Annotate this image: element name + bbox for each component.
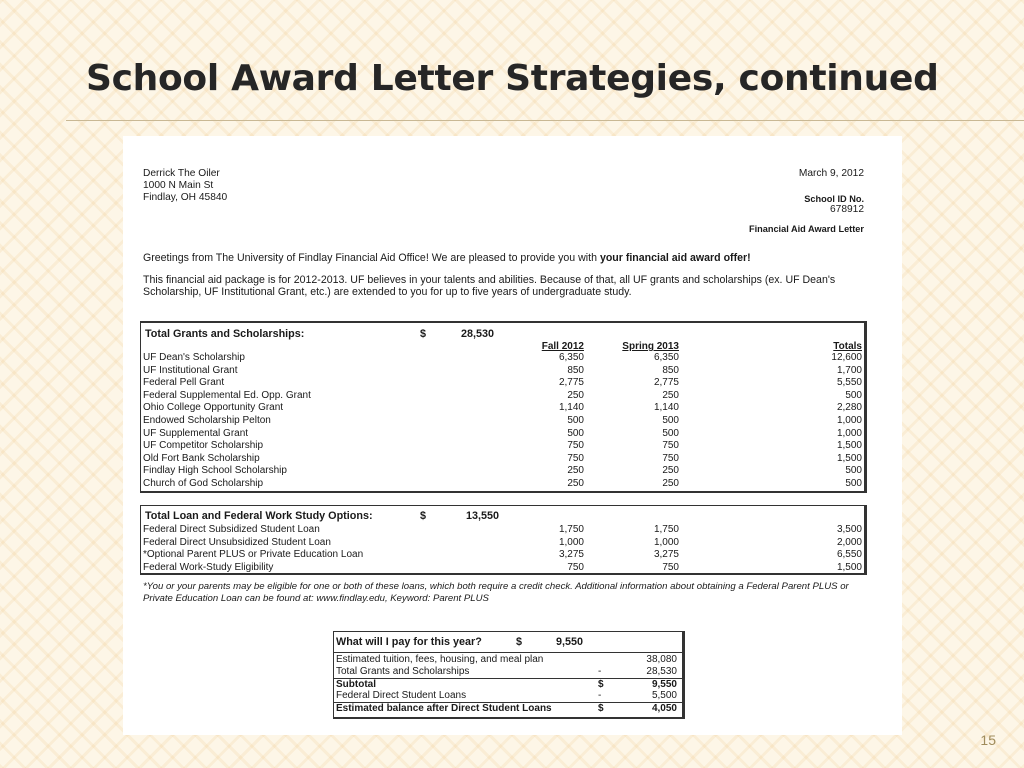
row-fall: 1,140 bbox=[558, 402, 584, 414]
row-name: UF Dean's Scholarship bbox=[143, 352, 245, 363]
loans-total: 13,550 bbox=[466, 510, 500, 522]
row-spring: 750 bbox=[662, 440, 679, 452]
summary-total: 9,550 bbox=[556, 636, 584, 648]
table-row bbox=[141, 549, 864, 562]
row-spring: 3,275 bbox=[653, 549, 679, 561]
col-fall-header: Fall 2012 bbox=[541, 341, 584, 352]
row-total: 1,500 bbox=[836, 452, 862, 464]
address-line-1: Derrick The Oiler bbox=[143, 168, 220, 179]
table-row bbox=[141, 402, 864, 415]
row-fall: 6,350 bbox=[558, 352, 584, 363]
grants-total: 28,530 bbox=[461, 328, 495, 340]
letter-date: March 9, 2012 bbox=[798, 168, 864, 179]
greeting-text: Greetings from The University of Findlay Financial Aid Office! We are pleased to provide you with bbox=[143, 252, 600, 264]
row-spring: 250 bbox=[662, 478, 679, 489]
row-fall: 250 bbox=[567, 389, 584, 401]
row-total: 2,000 bbox=[836, 536, 862, 548]
row-spring: 750 bbox=[662, 561, 679, 573]
row-name: Endowed Scholarship Pelton bbox=[143, 415, 271, 426]
page-number: 15 bbox=[980, 732, 996, 748]
award-letter-image bbox=[123, 136, 902, 735]
summary-row bbox=[334, 654, 682, 667]
school-id-label: School ID No. bbox=[804, 194, 864, 204]
row-spring: 850 bbox=[662, 364, 679, 376]
summary-row-name: Estimated balance after Direct Student Loans bbox=[336, 703, 552, 714]
cost-summary-table bbox=[333, 631, 685, 719]
table-row bbox=[141, 478, 864, 491]
row-fall: 750 bbox=[567, 561, 584, 573]
slide-title: School Award Letter Strategies, continued bbox=[86, 58, 939, 99]
summary-row bbox=[334, 702, 682, 715]
table-row bbox=[141, 415, 864, 428]
summary-row-name: Subtotal bbox=[336, 679, 376, 690]
table-row bbox=[141, 377, 864, 390]
row-name: Old Fort Bank Scholarship bbox=[143, 452, 260, 464]
row-fall: 250 bbox=[567, 465, 584, 477]
row-fall: 500 bbox=[567, 415, 584, 426]
address-line-2: 1000 N Main St bbox=[143, 180, 214, 191]
row-spring: 750 bbox=[662, 452, 679, 464]
row-spring: 1,000 bbox=[653, 536, 679, 548]
summary-row-sign: - bbox=[598, 666, 602, 677]
row-total: 1,700 bbox=[836, 364, 862, 376]
summary-heading: What will I pay for this year? bbox=[336, 636, 482, 648]
row-spring: 250 bbox=[662, 465, 679, 477]
table-row bbox=[141, 352, 864, 365]
table-row bbox=[141, 537, 864, 550]
summary-row-value: 38,080 bbox=[646, 654, 677, 665]
grants-heading: Total Grants and Scholarships: bbox=[145, 328, 305, 340]
summary-row bbox=[334, 678, 682, 691]
row-name: Ohio College Opportunity Grant bbox=[143, 402, 284, 414]
row-name: Church of God Scholarship bbox=[143, 478, 264, 489]
row-total: 500 bbox=[845, 478, 862, 489]
row-total: 2,280 bbox=[836, 402, 862, 414]
title-divider bbox=[66, 120, 1024, 121]
greeting bbox=[143, 252, 751, 264]
school-id-value: 678912 bbox=[830, 204, 864, 215]
row-spring: 2,775 bbox=[653, 377, 679, 389]
row-spring: 500 bbox=[662, 427, 679, 439]
summary-row-value: 28,530 bbox=[646, 666, 677, 677]
row-name: UF Institutional Grant bbox=[143, 364, 238, 376]
summary-row-value: 4,050 bbox=[651, 703, 677, 714]
row-total: 1,500 bbox=[836, 561, 862, 573]
row-fall: 2,775 bbox=[558, 377, 584, 389]
table-row bbox=[141, 390, 864, 403]
row-fall: 1,750 bbox=[558, 524, 584, 535]
row-total: 500 bbox=[845, 389, 862, 401]
row-name: *Optional Parent PLUS or Private Education Loan bbox=[143, 549, 364, 561]
grants-table bbox=[140, 321, 867, 493]
summary-row-name: Federal Direct Student Loans bbox=[336, 690, 467, 701]
row-fall: 250 bbox=[567, 478, 584, 489]
loan-footnote: *You or your parents may be eligible for one or both of these loans, which both require a credit check. Additional information about obtaining a Federal Parent PLUS or Private Education Loan can be found at: www.findlay.edu, Keyword: Parent PLUS bbox=[143, 581, 849, 605]
row-spring: 500 bbox=[662, 415, 679, 426]
summary-row-name: Total Grants and Scholarships bbox=[336, 666, 470, 677]
row-fall: 750 bbox=[567, 440, 584, 452]
address-line-3: Findlay, OH 45840 bbox=[143, 192, 228, 203]
table-row bbox=[141, 428, 864, 441]
row-total: 3,500 bbox=[836, 524, 862, 535]
row-fall: 750 bbox=[567, 452, 584, 464]
row-name: UF Supplemental Grant bbox=[143, 427, 249, 439]
table-row bbox=[141, 465, 864, 478]
row-total: 5,550 bbox=[836, 377, 862, 389]
summary-row-value: 9,550 bbox=[651, 679, 677, 690]
table-row bbox=[141, 453, 864, 466]
loans-table bbox=[140, 505, 867, 575]
row-name: UF Competitor Scholarship bbox=[143, 440, 264, 452]
table-row bbox=[141, 524, 864, 537]
col-totals-header: Totals bbox=[833, 341, 862, 352]
row-spring: 1,750 bbox=[653, 524, 679, 535]
row-fall: 850 bbox=[567, 364, 584, 376]
row-total: 1,000 bbox=[836, 415, 862, 426]
table-row bbox=[141, 562, 864, 575]
row-fall: 1,000 bbox=[558, 536, 584, 548]
row-fall: 500 bbox=[567, 427, 584, 439]
loans-heading: Total Loan and Federal Work Study Options: bbox=[145, 510, 373, 522]
row-name: Federal Direct Unsubsidized Student Loan bbox=[143, 536, 331, 548]
row-name: Federal Work-Study Eligibility bbox=[143, 561, 274, 573]
row-total: 500 bbox=[845, 465, 862, 477]
summary-row-value: 5,500 bbox=[651, 690, 677, 701]
row-name: Federal Pell Grant bbox=[143, 377, 225, 389]
loans-currency: $ bbox=[420, 510, 427, 522]
grants-currency: $ bbox=[420, 328, 427, 340]
col-spring-header: Spring 2013 bbox=[622, 341, 679, 352]
summary-row-sign: $ bbox=[598, 703, 604, 714]
summary-row-name: Estimated tuition, fees, housing, and meal plan bbox=[336, 654, 544, 665]
row-total: 6,550 bbox=[836, 549, 862, 561]
summary-row-sign: - bbox=[598, 690, 602, 701]
table-row bbox=[141, 440, 864, 453]
summary-currency: $ bbox=[516, 636, 523, 648]
row-spring: 1,140 bbox=[653, 402, 679, 414]
row-name: Federal Direct Subsidized Student Loan bbox=[143, 524, 320, 535]
row-fall: 3,275 bbox=[558, 549, 584, 561]
row-spring: 6,350 bbox=[653, 352, 679, 363]
summary-row bbox=[334, 666, 682, 679]
letter-type: Financial Aid Award Letter bbox=[748, 224, 864, 234]
row-name: Findlay High School Scholarship bbox=[143, 465, 287, 477]
summary-row bbox=[334, 690, 682, 703]
row-spring: 250 bbox=[662, 389, 679, 401]
row-total: 12,600 bbox=[831, 352, 862, 363]
row-total: 1,000 bbox=[836, 427, 862, 439]
table-row bbox=[141, 365, 864, 378]
summary-row-sign: $ bbox=[598, 679, 604, 690]
intro-paragraph: This financial aid package is for 2012-2013. UF believes in your talents and abilities. Because of that, all UF grants and scholarships (ex. UF Dean's Scholarship, UF Institutional Grant, etc.) are extended to you for up to five years of undergraduate study. bbox=[143, 274, 836, 299]
row-total: 1,500 bbox=[836, 440, 862, 452]
row-name: Federal Supplemental Ed. Opp. Grant bbox=[143, 389, 311, 401]
greeting-emphasis: your financial aid award offer! bbox=[599, 252, 751, 264]
